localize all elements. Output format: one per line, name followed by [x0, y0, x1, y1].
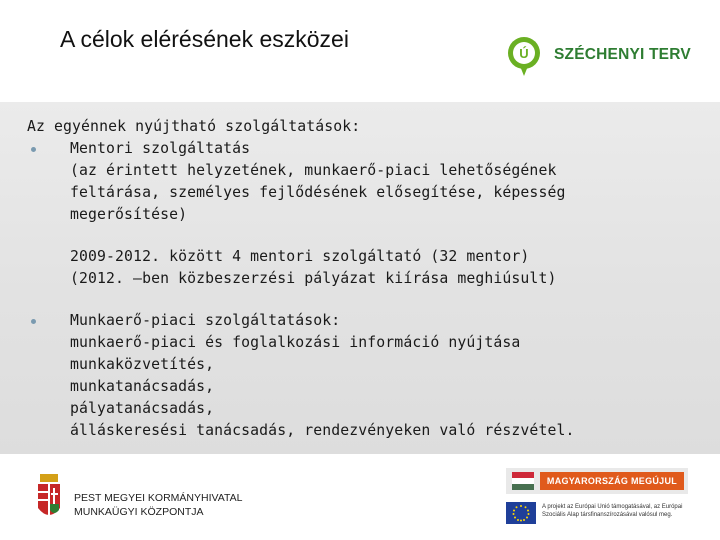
brand-mark-letter: Ú [519, 46, 529, 61]
list-item: Mentori szolgáltatás [70, 140, 251, 157]
section-heading: Az egyénnek nyújtható szolgáltatások: [27, 118, 361, 135]
slide-footer [0, 454, 720, 540]
mentor-stats-note: (2012. –ben közbeszerzési pályázat kiírása meghiúsult) [70, 270, 557, 287]
bullet-icon [31, 319, 36, 324]
slide-title: A célok elérésének eszközei [60, 26, 349, 52]
list-item-detail: álláskeresési tanácsadás, rendezvényeken való részvétel. [70, 422, 575, 439]
org-name-line2: MUNKAÜGYI KÖZPONTJA [74, 506, 204, 518]
brand-name: SZÉCHENYI TERV [554, 46, 691, 63]
slide-body [0, 102, 720, 454]
eu-flag-icon [506, 502, 536, 524]
slide-header [0, 0, 720, 100]
hungarian-flag-icon [512, 472, 534, 490]
list-item-detail: munkatanácsadás, [70, 378, 215, 395]
list-item: Munkaerő-piaci szolgáltatások: [70, 312, 341, 329]
list-item-detail: feltárása, személyes fejlődésének elősegítése, képesség [70, 184, 566, 201]
badge-text: MAGYARORSZÁG MEGÚJUL [540, 472, 684, 490]
list-item-detail: munkaközvetítés, [70, 356, 215, 373]
bullet-icon [31, 147, 36, 152]
list-item-detail: pályatanácsadás, [70, 400, 215, 417]
list-item-detail: megerősítése) [70, 206, 188, 223]
eu-funding-note: A projekt az Európai Unió támogatásával, az Európai Szociális Alap társfinanszírozásával valósul meg. [542, 504, 683, 518]
szechenyi-terv-leaf-icon [506, 36, 542, 76]
list-item-detail: (az érintett helyzetének, munkaerő-piaci lehetőségének [70, 162, 557, 179]
org-name-line1: PEST MEGYEI KORMÁNYHIVATAL [74, 492, 243, 504]
hungarian-coat-of-arms-icon [34, 470, 64, 526]
magyarorszag-megujul-badge [506, 468, 688, 494]
mentor-stats: 2009-2012. között 4 mentori szolgáltató (32 mentor) [70, 248, 530, 265]
list-item-detail: munkaerő-piaci és foglalkozási információ nyújtása [70, 334, 521, 351]
